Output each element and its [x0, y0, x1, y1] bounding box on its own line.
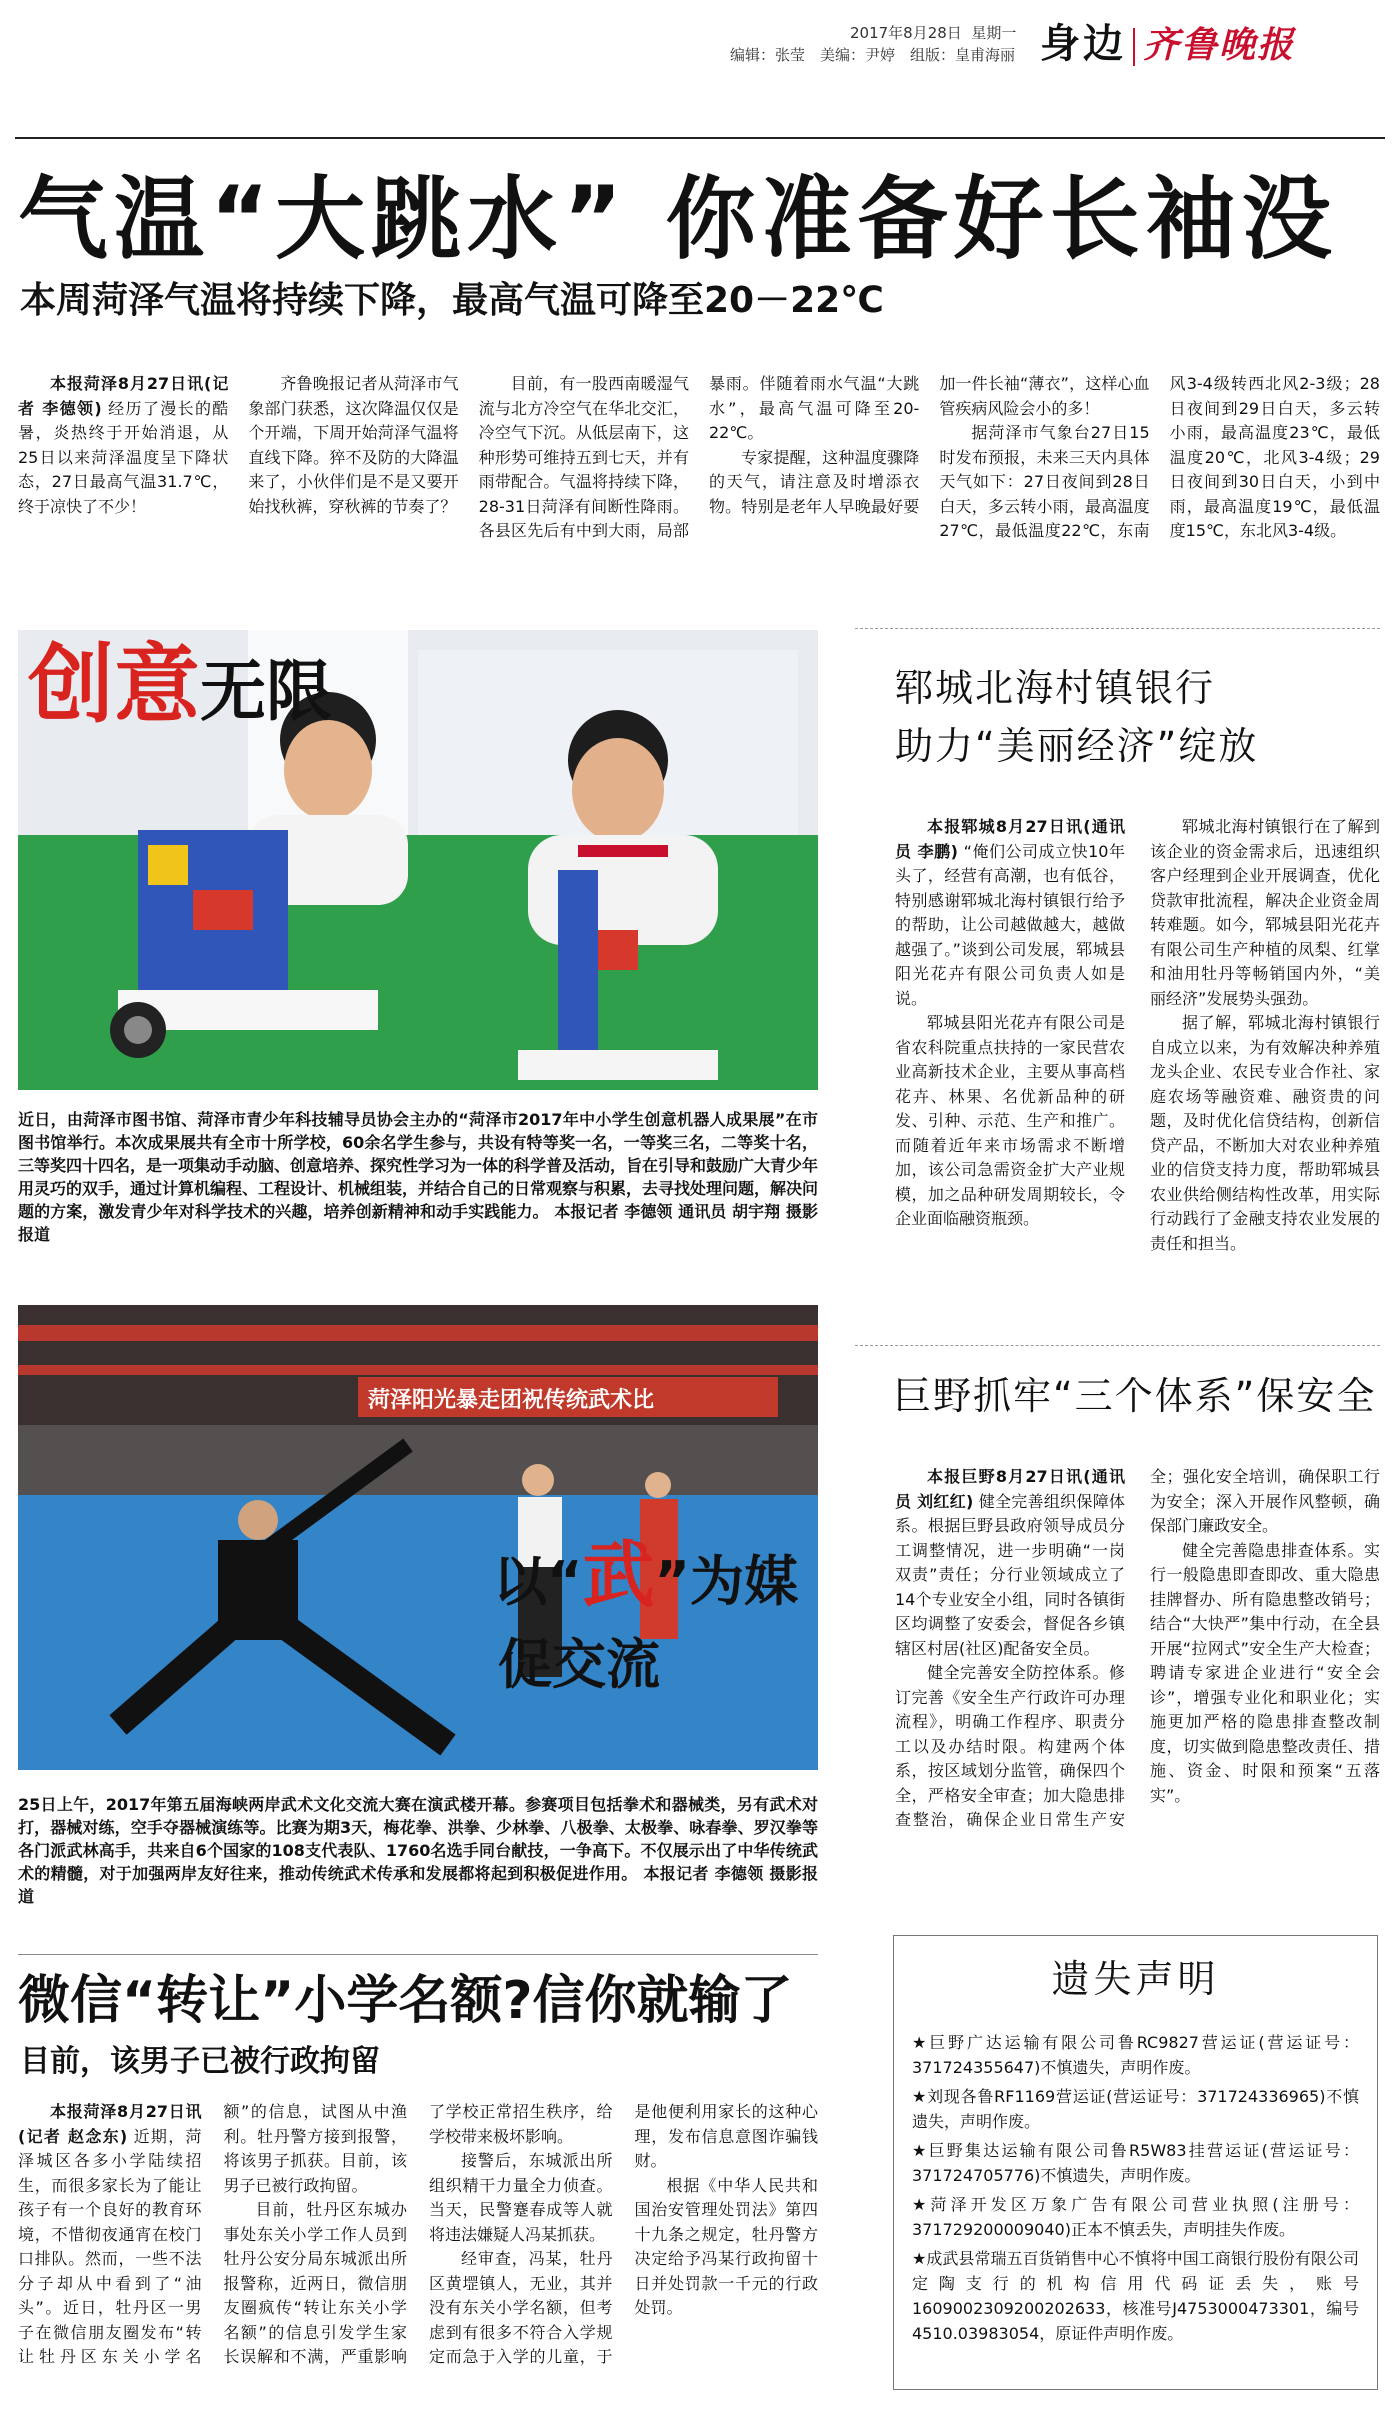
section-rule-lower	[18, 1954, 818, 1955]
wechat-paragraph: 根据《中华人民共和国治安管理处罚法》第四十九条之规定，牡丹警方决定给予冯某行政拘留十日并处罚款一千元的行政处罚。	[634, 2175, 818, 2317]
photo2-caption: 25日上午，2017年第五届海峡两岸武术文化交流大赛在演武楼开幕。参赛项目包括拳术和器械类，另有武术对打，器械对练，空手夺器械演练等。比赛为期3天，梅花拳、洪拳、少林拳、八极拳、太极拳、咏春拳、罗汉拳等各门派武林高手，共来自6个国家的108支代表队、1760名选手同台献技，一争高下。不仅展示出了中华传统武术的精髓，对于加强两岸友好往来，推动传统武术传承和发展都将起到积极促进作用。 本报记者 李德领 摄影报道	[18, 1795, 818, 1906]
photo1-overlay-black: 无限	[200, 653, 332, 730]
photo2-overlay-quote-close: ”为媒	[654, 1550, 799, 1613]
wushu-competition-photo	[18, 1305, 818, 1770]
masthead-credits: 编辑：张莹 美编：尹婷 组版：皇甫海丽	[730, 46, 1016, 64]
lost-notice-title: 遗失声明	[1051, 1957, 1220, 2001]
right-column-divider-mid	[855, 1345, 1380, 1346]
lead-paragraph: 专家提醒，这种温度骤降的天气，请注意及时增添衣物。特别是老年人早晚最好要加一件长袖“薄衣”，这样心血管疾病风险会小的多！	[708, 374, 1150, 516]
wechat-byline: 本报菏泽8月27日讯(记者 赵念东)	[18, 2102, 202, 2146]
wechat-subheadline: 目前，该男子已被行政拘留	[20, 2044, 380, 2079]
section-name: 身边	[1040, 21, 1126, 67]
photo1-overlay-red: 创意	[28, 635, 200, 735]
bank-byline: 本报郓城8月27日讯(通讯员 李鹏)	[895, 817, 1125, 861]
lost-notice-item: ★巨野广达运输有限公司鲁RC9827营运证(营运证号：371724355647)不慎遗失，声明作废。	[912, 2033, 1359, 2077]
lost-notice-list	[912, 2030, 1359, 2346]
wechat-headline: 微信“转让”小学名额?信你就输了	[18, 1971, 793, 2031]
wushu-photo-illustration	[18, 1305, 818, 1770]
lead-body	[18, 372, 1380, 572]
safety-body	[895, 1465, 1380, 1875]
lost-notice-box	[893, 1935, 1378, 2390]
lost-notice-item: ★巨野集达运输有限公司鲁R5W83挂营运证(营运证号：371724705776)不慎遗失，声明作废。	[912, 2141, 1359, 2185]
lead-headline: 气温“大跳水” 你准备好长袖没	[18, 167, 1338, 272]
lead-byline: 本报菏泽8月27日讯(记者 李德领)	[18, 374, 229, 418]
lost-notice-item: ★刘现各鲁RF1169营运证(营运证号：371724336965)不慎遗失，声明作废。	[912, 2087, 1359, 2131]
photo2-overlay-quote-open: 以“	[493, 1550, 583, 1613]
lead-paragraph: 目前，有一股西南暖湿气流与北方冷空气在华北交汇，冷空气下沉。从低层南下，这种形势可维持五到七天，并有雨带配合。气温将持续下降，28-31日菏泽有间断性降雨。各县区先后有中到大雨，局部暴雨。伴随着雨水气温“大跳水”，最高气温可降至20-22℃。	[478, 374, 920, 540]
right-column-divider-top	[855, 628, 1380, 629]
bank-paragraph: 郓城北海村镇银行在了解到该企业的资金需求后，迅速组织客户经理到企业开展调查，优化贷款审批流程，解决企业资金周转难题。如今，郓城县阳光花卉有限公司生产种植的凤梨、红掌和油用牡丹等畅销国内外，“美丽经济”发展势头强劲。	[1150, 817, 1380, 1008]
date-text: 2017年8月28日	[850, 24, 962, 42]
safety-paragraph: 健全完善隐患排查体系。实行一般隐患即查即改、重大隐患挂牌督办、所有隐患整改销号；结合“大快严”集中行动，在全县开展“拉网式”安全生产大检查；聘请专家进企业进行“安全会诊”，增强专业化和职业化；实施更加严格的隐患排查整改制度，切实做到隐患整改责任、措施、资金、时限和预案“五落实”。	[1150, 1540, 1380, 1805]
photo1-overlay-title	[28, 635, 332, 735]
bank-headline-line2: 助力“美丽经济”绽放	[895, 724, 1259, 768]
safety-paragraph: 本报巨野8月27日讯(通讯员 刘红红) 健全完善组织保障体系。根据巨野县政府领导成员分工调整情况，进一步明确“一岗双责”责任；分行业领域成立了14个专业安全小组，同时各镇街区均调整了安委会，督促各乡镇辖区村居(社区)配备安全员。	[895, 1467, 1125, 1658]
robot-exhibition-photo	[18, 630, 818, 1090]
wechat-paragraph: 目前，牡丹区东城办事处东关小学工作人员到牡丹公安分局东城派出所报警称，近两日，微信朋友圈疯传“转让东关小学名额”的信息引发学生家长误解和不满，严重影响了学校正常招生秩序，给学校带来极坏影响。	[223, 2102, 613, 2366]
lost-notice-item: ★成武县常瑞五百货销售中心不慎将中国工商银行股份有限公司定陶支行的机构信用代码证丢失，账号1609002309200202633，核准号J4753000473301，编号4510.03983054，原证件声明作废。	[912, 2249, 1359, 2343]
lead-paragraph: 本报菏泽8月27日讯(记者 李德领) 经历了漫长的酷暑，炎热终于开始消退，从25日以来菏泽温度呈下降状态，27日最高气温31.7℃，终于凉快了不少！	[18, 374, 229, 516]
wechat-paragraph: 本报菏泽8月27日讯(记者 赵念东) 近期，菏泽城区各多小学陆续招生，而很多家长为了能让孩子有一个良好的教育环境，不惜彻夜通宵在校门口排队。然而，一些不法分子却从中看到了“油头”。近日，牡丹区一男子在微信朋友圈发布“转让牡丹区东关小学名额”的信息，试图从中渔利。牡丹警方接到报警，将该男子抓获。目前，该男子已被行政拘留。	[18, 2102, 407, 2366]
weekday-text: 星期一	[971, 24, 1017, 42]
lost-notice-item: ★菏泽开发区万象广告有限公司营业执照(注册号：371729200009040)正本不慎丢失，声明挂失作废。	[912, 2195, 1359, 2239]
masthead-date	[850, 22, 1016, 43]
masthead-divider-bar	[1133, 28, 1135, 66]
paper-logo: 齐鲁晚报	[1143, 24, 1296, 66]
lead-subheadline: 本周菏泽气温将持续下降，最高气温可降至20－22℃	[20, 280, 884, 321]
photo2-overlay-red: 武	[582, 1533, 655, 1617]
bank-body	[895, 815, 1380, 1335]
bank-paragraph: 本报郓城8月27日讯(通讯员 李鹏) “俺们公司成立快10年头了，经营有高潮，也有低谷，特别感谢郓城北海村镇银行给予的帮助，让公司越做越大，越做越强了。”谈到公司发展，郓城县阳光花卉有限公司负责人如是说。	[895, 817, 1126, 1008]
bank-headline-line1: 郓城北海村镇银行	[895, 666, 1216, 710]
safety-byline: 本报巨野8月27日讯(通讯员 刘红红)	[895, 1467, 1125, 1511]
wechat-body	[18, 2100, 818, 2400]
lead-paragraph: 齐鲁晚报记者从菏泽市气象部门获悉，这次降温仅仅是个开端，下周开始菏泽气温将直线下降。猝不及防的大降温来了，小伙伴们是不是又要开始找秋裤，穿秋裤的节奏了？	[248, 374, 459, 516]
photo1-caption: 近日，由菏泽市图书馆、菏泽市青少年科技辅导员协会主办的“菏泽市2017年中小学生创意机器人成果展”在市图书馆举行。本次成果展共有全市十所学校，60余名学生参与，共设有特等奖一名，一等奖三名，二等奖十名，三等奖四十四名，是一项集动手动脑、创意培养、探究性学习为一体的科学普及活动，旨在引导和鼓励广大青少年用灵巧的双手，通过计算机编程、工程设计、机械组装，并结合自己的日常观察与积累，去寻找处理问题，解决问题的方案，激发青少年对科学技术的兴趣，培养创新精神和动手实践能力。 本报记者 李德领 通讯员 胡宇翔 摄影报道	[18, 1110, 818, 1244]
safety-headline: 巨野抓牢“三个体系”保安全	[893, 1374, 1377, 1418]
bank-paragraph: 郓城县阳光花卉有限公司是省农科院重点扶持的一家民营农业高新技术企业，主要从事高档花卉、林果、名优新品种的研发、引种、示范、生产和推广。而随着近年来市场需求不断增加，该公司急需资金扩大产业规模，加之品种研发周期较长，令企业面临融资瓶颈。	[895, 1013, 1125, 1228]
masthead-rule	[15, 137, 1385, 139]
wechat-paragraph: 经审查，冯某，牡丹区黄堽镇人，无业，其并没有东关小学名额，但考虑到有很多不符合入学规定而急于入学的儿童，于是他便利用家长的这种心理，发布信息意图诈骗钱财。	[429, 2102, 818, 2366]
photo2-banner: 菏泽阳光暴走团祝传统武术比	[368, 1388, 655, 1413]
bank-paragraph: 据了解，郓城北海村镇银行自成立以来，为有效解决种养殖龙头企业、农民专业合作社、家庭农场等融资难、融资贵的问题，及时优化信贷结构，创新信贷产品，不断加大对农业种养殖业的信贷支持力度，帮助郓城县农业供给侧结构性改革，用实际行动践行了金融支持农业发展的责任和担当。	[1150, 1013, 1380, 1253]
lead-paragraph: 据菏泽市气象台27日15时发布预报，未来三天内具体天气如下：27日夜间到28日白天，多云转小雨，最高温度27℃，最低温度22℃，东南风3-4级转西北风2-3级；28日夜间到29日白天，多云转小雨，最高温度23℃，最低温度20℃，北风3-4级；29日夜间到30日白天，小到中雨，最高温度19℃，最低温度15℃，东北风3-4级。	[939, 374, 1380, 540]
photo2-overlay-line1	[493, 1533, 799, 1617]
safety-paragraph: 健全完善安全防控体系。修订完善《安全生产行政许可办理流程》，明确工作程序、职责分工以及办结时限。构建两个体系，按区域划分监管，确保四个全，严格安全审查；加大隐患排查整治，确保企业日常生产安全；强化安全培训，确保职工行为安全；深入开展作风整顿，确保部门廉政安全。	[895, 1467, 1380, 1829]
photo2-overlay-line2: 促交流	[498, 1633, 660, 1696]
wechat-paragraph: 接警后，东城派出所组织精干力量全力侦查。当天，民警蹇春成等人就将违法嫌疑人冯某抓获。	[429, 2151, 613, 2244]
